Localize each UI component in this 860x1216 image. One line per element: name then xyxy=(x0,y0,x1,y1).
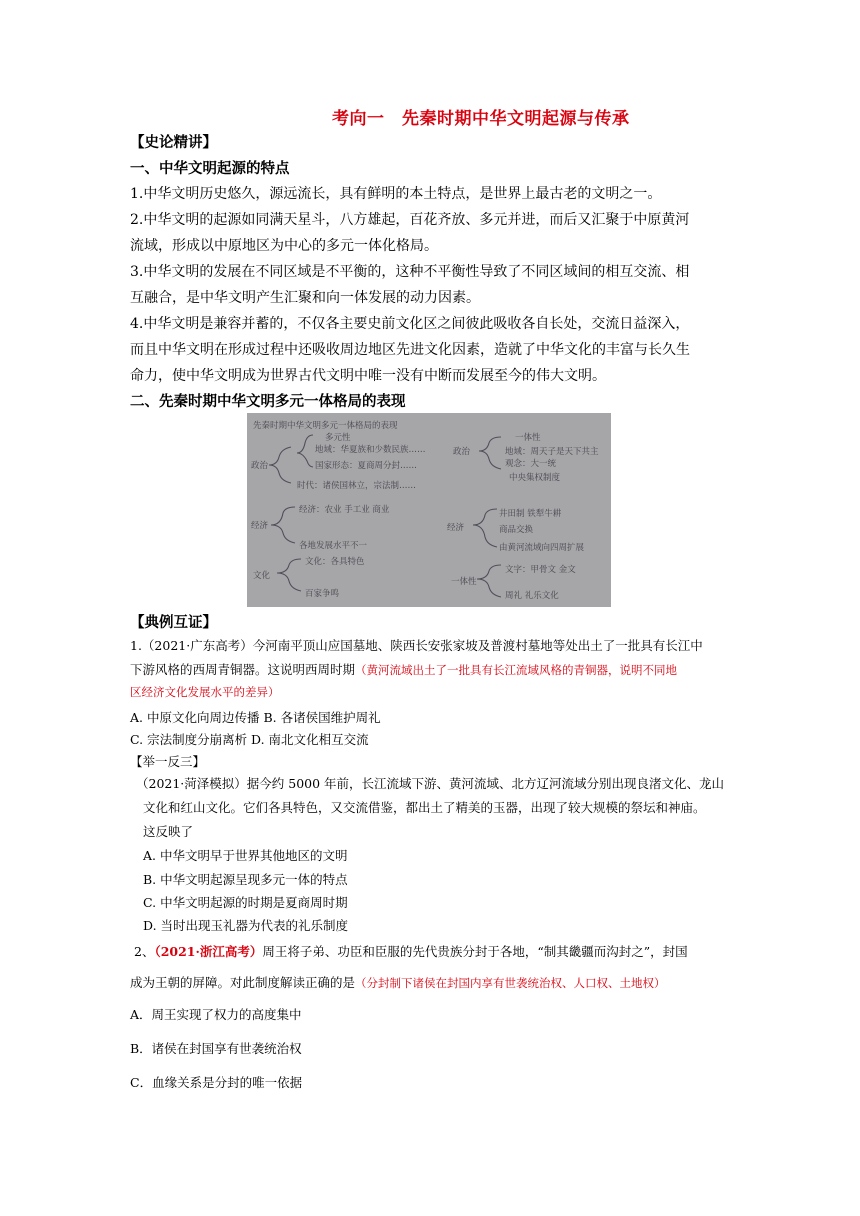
notes-right-line-4: 井田制 铁犁牛耕 xyxy=(499,509,562,519)
notes-right-line-6: 由黄河流域向四周扩展 xyxy=(499,543,585,553)
q3-stem: 周王将子弟、功臣和臣服的先代贵族分封于各地，“制其畿疆而沟封之”，封国 xyxy=(262,944,688,959)
section-label-examples: 【典例互证】 xyxy=(130,614,217,631)
section-label-lecture: 【史论精讲】 xyxy=(130,134,217,151)
notes-left-line-3: 时代：诸侯国林立，宗法制…… xyxy=(297,481,417,491)
notes-top-line: 先秦时期中华文明多元一体格局的表现 xyxy=(253,421,398,431)
q2-line-3: 这反映了 xyxy=(143,824,194,839)
q2-option-d: D. 当时出现玉礼器为代表的礼乐制度 xyxy=(143,918,349,933)
q2-line-2: 文化和红山文化。它们各具特色，又交流借鉴，都出土了精美的玉器，出现了较大规模的祭坛和神庙。 xyxy=(143,800,706,815)
q1-annotation: （黄河流域出土了一批具有长江流域风格的青铜器，说明不同地 xyxy=(355,663,678,677)
q1-stem-end: 下游风格的西周青铜器。这说明西周时期 xyxy=(130,662,356,677)
page-title: 考向一 先秦时期中华文明起源与传承 xyxy=(332,109,630,129)
notes-left-line-1: 地域：华夏族和少数民族…… xyxy=(315,445,426,455)
q2-line-1: （2021·菏泽模拟）据今约 5000 年前，长江流域下游、黄河流域、北方辽河流域分别出现良渚文化、龙山 xyxy=(136,776,725,791)
heading-pattern: 二、先秦时期中华文明多元一体格局的表现 xyxy=(130,393,406,410)
q1-line-1: 1.（2021·广东高考）今河南平顶山应国墓地、陕西长安张家坡及普渡村墓地等处出土了一批具有长江中 xyxy=(130,638,703,653)
notes-left-economy: 经济 xyxy=(251,521,269,531)
q3-option-c: C．血缘关系是分封的唯一依据 xyxy=(130,1075,303,1090)
q3-line-2 xyxy=(130,973,666,991)
q2-option-b: B. 中华文明起源呈现多元一体的特点 xyxy=(143,872,348,887)
paragraph-2-line-2: 流域，形成以中原地区为中心的多元一体化格局。 xyxy=(130,238,438,254)
paragraph-4-line-2: 而且中华文明在形成过程中还吸收周边地区先进文化因素，造就了中华文化的丰富与长久生 xyxy=(130,342,690,358)
handwritten-notes-image xyxy=(247,413,611,607)
notes-right-line-3: 中央集权制度 xyxy=(509,473,561,483)
notes-left-culture: 文化 xyxy=(253,571,271,581)
notes-left-line-2: 国家形态：夏商周分封…… xyxy=(315,461,418,471)
paragraph-4-line-3: 命力，使中华文明成为世界古代文明中唯一没有中断而发展至今的伟大文明。 xyxy=(130,368,606,384)
notes-left-line-4: 经济：农业 手工业 商业 xyxy=(299,505,390,515)
notes-left-politics: 政治 xyxy=(251,461,269,471)
section-label-practice: 【举一反三】 xyxy=(130,754,206,769)
q2-option-c: C. 中华文明起源的时期是夏商周时期 xyxy=(143,895,348,910)
notes-right-title: 一体性 xyxy=(515,433,541,443)
q3-number: 2、 xyxy=(134,944,155,959)
q3-option-b: B．诸侯在封国享有世袭统治权 xyxy=(130,1041,302,1056)
paragraph-4-line-1: 4.中华文明是兼容并蓄的，不仅各主要史前文化区之间彼此吸收各自长处，交流日益深入， xyxy=(130,316,690,332)
q3-option-a: A．周王实现了权力的高度集中 xyxy=(130,1007,302,1022)
notes-left-line-7: 百家争鸣 xyxy=(305,589,340,599)
notes-right-line-5: 商品交换 xyxy=(499,525,534,535)
paragraph-1: 1.中华文明历史悠久，源远流长，具有鲜明的本土特点，是世界上最古老的文明之一。 xyxy=(130,186,662,202)
notes-left-title: 多元性 xyxy=(325,433,351,443)
q3-line-1 xyxy=(134,942,688,960)
notes-right-economy: 经济 xyxy=(447,523,465,533)
notes-right-culture: 一体性 xyxy=(451,577,477,587)
notes-right-line-8: 周礼 礼乐文化 xyxy=(505,591,559,601)
q3-source: （2021·浙江高考） xyxy=(154,944,263,959)
q3-stem-end: 成为王朝的屏障。对此制度解读正确的是 xyxy=(130,975,356,990)
heading-origin-features: 一、中华文明起源的特点 xyxy=(130,160,290,177)
q3-annotation: （分封制下诸侯在封国内享有世袭统治权、人口权、土地权） xyxy=(355,976,666,990)
paragraph-2-line-1: 2.中华文明的起源如同满天星斗，八方雄起，百花齐放、多元并进，而后又汇聚于中原黄河 xyxy=(130,212,690,228)
notes-left-line-6: 文化：各具特色 xyxy=(305,557,365,567)
q1-options-ab: A. 中原文化向周边传播 B. 各诸侯国维护周礼 xyxy=(130,710,381,725)
paragraph-3-line-2: 互融合，是中华文明产生汇聚和向一体发展的动力因素。 xyxy=(130,290,480,306)
q1-annotation-cont: 区经济文化发展水平的差异） xyxy=(130,685,280,699)
notes-right-line-1: 地域：周天子是天下共主 xyxy=(505,447,599,457)
notes-right-line-7: 文字：甲骨文 金文 xyxy=(505,565,576,575)
notes-right-line-2: 观念：大一统 xyxy=(505,459,557,469)
paragraph-3-line-1: 3.中华文明的发展在不同区域是不平衡的，这种不平衡性导致了不同区域间的相互交流、相 xyxy=(130,264,690,280)
notes-right-politics: 政治 xyxy=(453,447,471,457)
notes-left-line-5: 各地发展水平不一 xyxy=(299,541,368,551)
q2-option-a: A. 中华文明早于世界其他地区的文明 xyxy=(143,848,348,863)
q1-line-2 xyxy=(130,660,677,678)
q1-options-cd: C. 宗法制度分崩离析 D. 南北文化相互交流 xyxy=(130,732,369,747)
